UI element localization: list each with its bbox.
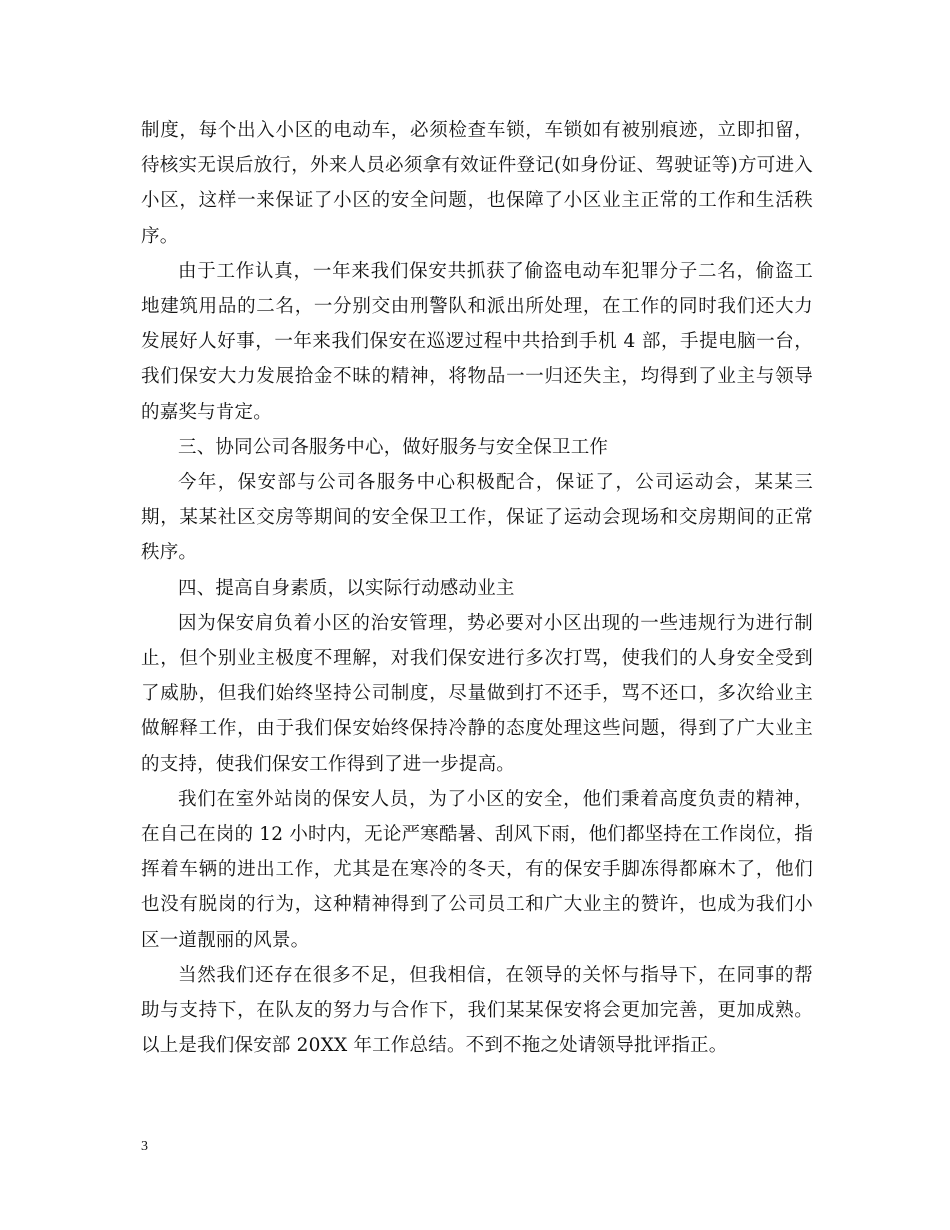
- paragraph-8: 当然我们还存在很多不足，但我相信，在领导的关怀与指导下，在同事的帮助与支持下，在队友的努力与合作下，我们某某保安将会更加完善，更加成熟。以上是我们保安部 20XX 年工作总结。不到不拖之处请领导批评指正。: [141, 964, 813, 1057]
- section-heading-4: 四、提高自身素质，以实际行动感动业主: [178, 577, 515, 599]
- paragraph-4: 今年，保安部与公司各服务中心积极配合，保证了，公司运动会，某某三期，某某社区交房等期间的安全保卫工作，保证了运动会现场和交房期间的正常秩序。: [141, 472, 813, 564]
- paragraph-6: 因为保安肩负着小区的治安管理，势必要对小区出现的一些违规行为进行制止，但个别业主极度不理解，对我们保安进行多次打骂，使我们的人身安全受到了威胁，但我们始终坚持公司制度，尽量做到打不还手，骂不还口，多次给业主做解释工作，由于我们保安始终保持冷静的态度处理这些问题，得到了广大业主的支持，使我们保安工作得到了进一步提高。: [141, 612, 813, 775]
- page-number: 3: [141, 1139, 148, 1154]
- document-body: [141, 113, 813, 1063]
- paragraph-1: 制度，每个出入小区的电动车，必须检查车锁，车锁如有被别痕迹，立即扣留，待核实无误后放行，外来人员必须拿有效证件登记(如身份证、驾驶证等)方可进入小区，这样一来保证了小区的安全问题，也保障了小区业主正常的工作和生活秩序。: [141, 120, 813, 247]
- section-heading-3: 三、协同公司各服务中心，做好服务与安全保卫工作: [178, 436, 609, 458]
- paragraph-2: 由于工作认真，一年来我们保安共抓获了偷盗电动车犯罪分子二名，偷盗工地建筑用品的二名，一分别交由刑警队和派出所处理，在工作的同时我们还大力发展好人好事，一年来我们保安在巡逻过程中共拾到手机 4 部，手提电脑一台，我们保安大力发展拾金不昧的精神，将物品一一归还失主，均得到了业主与领导的嘉奖与肯定。: [141, 260, 813, 423]
- paragraph-7: 我们在室外站岗的保安人员，为了小区的安全，他们秉着高度负责的精神，在自己在岗的 12 小时内，无论严寒酷暑、刮风下雨，他们都坚持在工作岗位，指挥着车辆的进出工作，尤其是在寒冷的冬天，有的保安手脚冻得都麻木了，他们也没有脱岗的行为，这种精神得到了公司员工和广大业主的赞许，也成为我们小区一道靓丽的风景。: [141, 788, 813, 951]
